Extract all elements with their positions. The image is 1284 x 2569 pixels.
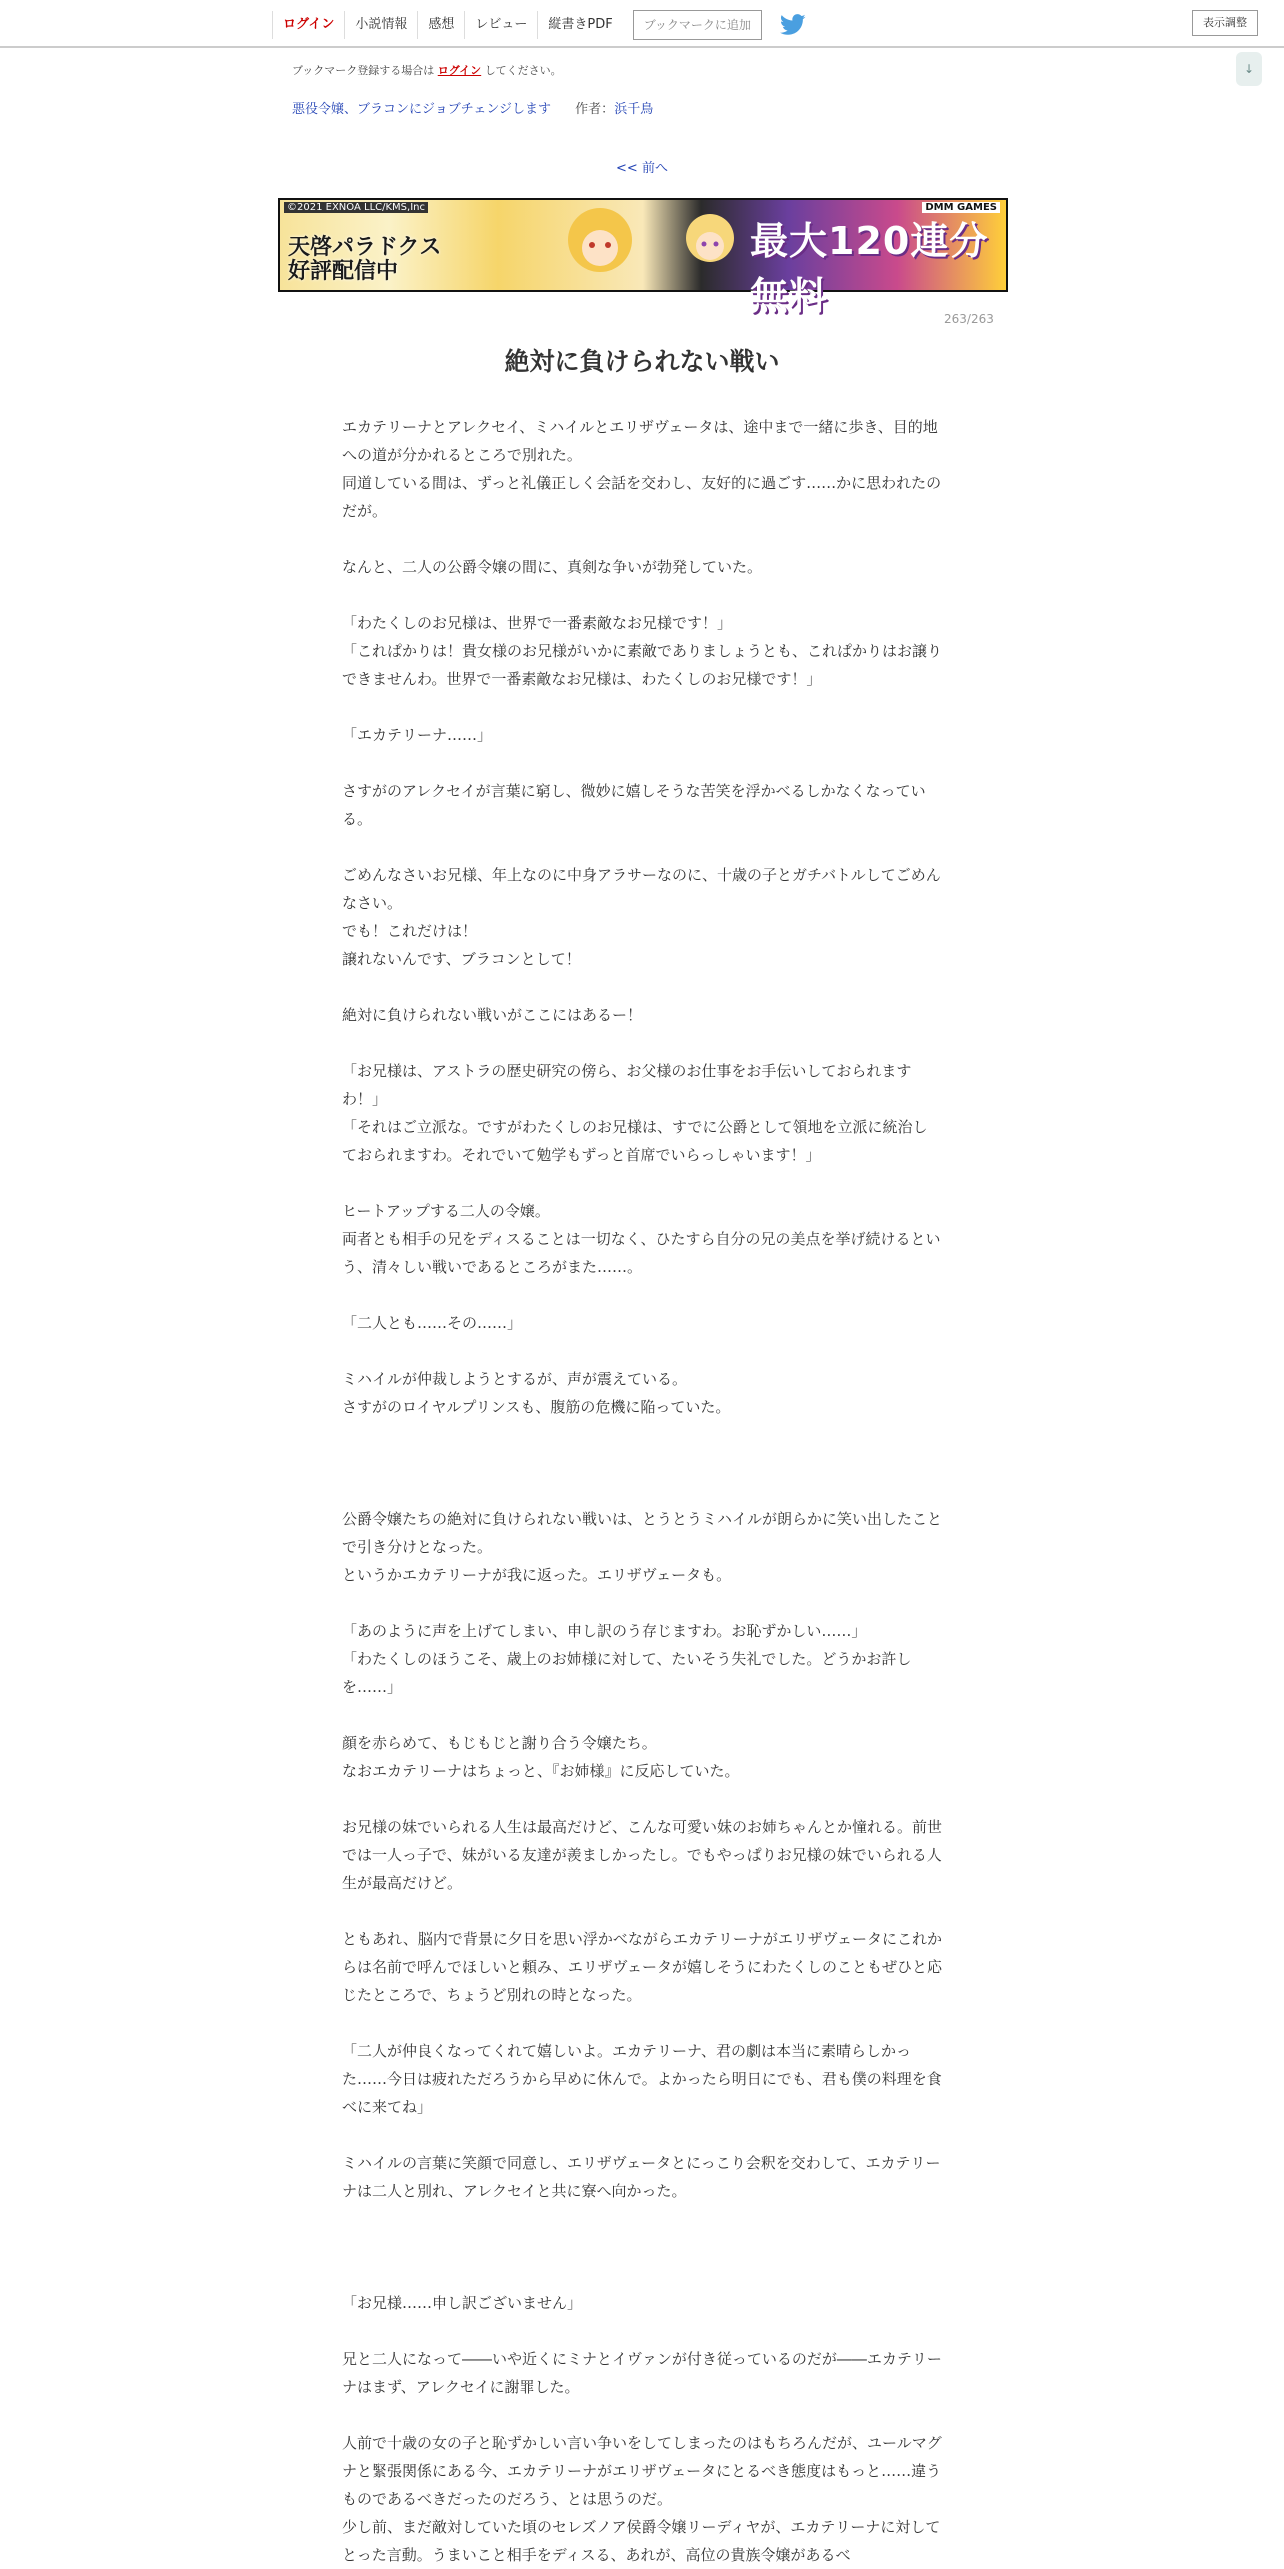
body-paragraph: 「エカテリーナ……」 xyxy=(342,726,493,744)
body-paragraph: というかエカテリーナが我に返った。エリザヴェータも。 xyxy=(342,1566,732,1584)
banner-copyright: ©2021 EXNOA LLC/KMS,Inc xyxy=(284,202,428,213)
twitter-bird-icon[interactable] xyxy=(780,14,806,36)
banner-game-title: 天啓パラドクス xyxy=(288,235,442,260)
body-paragraph: 人前で十歳の女の子と恥ずかしい言い争いをしてしまったのはもちろんだが、ユールマグナと緊張関係にある今、エカテリーナがエリザヴェータにとるべき態度はもっと……違うものであるべきだったのだろう、とは思うのだ。 xyxy=(342,2434,942,2508)
scroll-down-button[interactable]: ↓ xyxy=(1236,52,1262,86)
body-paragraph: 「わたくしのほうこそ、歳上のお姉様に対して、たいそう失礼でした。どうかお許しを……」 xyxy=(342,1650,912,1696)
body-paragraph: エカテリーナとアレクセイ、ミハイルとエリザヴェータは、途中まで一緒に歩き、目的地への道が分かれるところで別れた。 xyxy=(342,418,938,464)
body-paragraph: 「お兄様は、アストラの歴史研究の傍ら、お父様のお仕事をお手伝いしておられますわ！」 xyxy=(342,1062,912,1108)
chapter-body xyxy=(342,413,942,2569)
body-paragraph xyxy=(342,1785,942,1813)
body-paragraph: 「わたくしのお兄様は、世界で一番素敵なお兄様です！」 xyxy=(342,614,733,632)
body-paragraph: 兄と二人になって――いや近くにミナとイヴァンが付き従っているのだが――エカテリーナはまず、アレクセイに謝罪した。 xyxy=(342,2350,942,2396)
body-paragraph: ヒートアップする二人の令嬢。 xyxy=(342,1202,550,1220)
body-paragraph: なおエカテリーナはちょっと、『お姉様』に反応していた。 xyxy=(342,1762,740,1780)
notice-login-link[interactable]: ログイン xyxy=(437,64,482,77)
body-paragraph xyxy=(342,2121,942,2149)
main-nav xyxy=(272,10,806,40)
bookmark-add-button[interactable]: ブックマークに追加 xyxy=(633,10,762,40)
banner-promo-text: 最大120連分無料 xyxy=(750,219,989,318)
body-paragraph: でも！これだけは！ xyxy=(342,922,478,940)
series-title-link[interactable]: 悪役令嬢、ブラコンにジョブチェンジします xyxy=(292,102,552,117)
body-paragraph xyxy=(342,2009,942,2037)
ad-banner[interactable] xyxy=(278,198,1008,318)
body-paragraph xyxy=(342,2233,942,2261)
body-paragraph xyxy=(342,581,942,609)
body-paragraph: 顔を赤らめて、もじもじと謝り合う令嬢たち。 xyxy=(342,1734,657,1752)
author-link[interactable]: 浜千鳥 xyxy=(614,102,654,117)
body-paragraph xyxy=(342,749,942,777)
nav-impressions[interactable]: 感想 xyxy=(417,11,464,39)
author-label: 作者： xyxy=(575,102,615,117)
notice-prefix: ブックマーク登録する場合は xyxy=(292,64,435,77)
top-navigation-bar xyxy=(0,0,1284,48)
body-paragraph: 「それはご立派な。ですがわたくしのお兄様は、すでに公爵として領地を立派に統治しておられますわ。それでいて勉学もずっと首席でいらっしゃいます！」 xyxy=(342,1118,928,1164)
chapter-title: 絶対に負けられない戦い xyxy=(504,347,780,376)
body-paragraph: なんと、二人の公爵令嬢の間に、真剣な争いが勃発していた。 xyxy=(342,558,763,576)
body-paragraph xyxy=(342,1449,942,1477)
prev-page-link[interactable]: << 前へ xyxy=(616,161,668,176)
body-paragraph: 「これぱかりは！貴女様のお兄様がいかに素敵でありましょうとも、これぱかりはお譲りできませんわ。世界で一番素敵なお兄様は、わたくしのお兄様です！」 xyxy=(342,642,943,688)
body-paragraph: 同道している間は、ずっと礼儀正しく会話を交わし、友好的に過ごす……かに思われたのだが。 xyxy=(342,474,942,520)
page-counter: 263/263 xyxy=(944,312,994,326)
body-paragraph xyxy=(342,1897,942,1925)
body-paragraph: ごめんなさいお兄様、年上なのに中身アラサーなのに、十歳の子とガチバトルしてごめんなさい。 xyxy=(342,866,941,912)
body-paragraph: 両者とも相手の兄をディスることは一切なく、ひたすら自分の兄の美点を挙げ続けるという、清々しい戦いであるところがまた……。 xyxy=(342,1230,941,1276)
body-paragraph xyxy=(342,1589,942,1617)
body-paragraph xyxy=(342,2205,942,2233)
body-paragraph: 「あのように声を上げてしまい、申し訳のう存じますわ。お恥ずかしい……」 xyxy=(342,1622,867,1640)
body-paragraph: 絶対に負けられない戦いがここにはあるー！ xyxy=(342,1006,643,1024)
body-paragraph xyxy=(342,2401,942,2429)
series-info xyxy=(292,98,653,117)
notice-suffix: してください。 xyxy=(484,64,562,77)
body-paragraph: 少し前、まだ敵対していた頃のセレズノア侯爵令嬢リーディヤが、エカテリーナに対してとった言動。うまいこと相手をディスる、あれが、高位の貴族令嬢があるべ xyxy=(342,2518,941,2564)
body-paragraph xyxy=(342,1281,942,1309)
banner-subtitle: 好評配信中 xyxy=(288,259,399,284)
body-paragraph xyxy=(342,2317,942,2345)
body-paragraph xyxy=(342,1337,942,1365)
body-paragraph xyxy=(342,1421,942,1449)
bookmark-login-notice xyxy=(292,62,562,78)
body-paragraph: 公爵令嬢たちの絶対に負けられない戦いは、とうとうミハイルが朗らかに笑い出したことで引き分けとなった。 xyxy=(342,1510,943,1556)
body-paragraph xyxy=(342,1477,942,1505)
body-paragraph xyxy=(342,973,942,1001)
body-paragraph: 「二人とも……その……」 xyxy=(342,1314,523,1332)
body-paragraph: さすがのロイヤルプリンスも、腹筋の危機に陥っていた。 xyxy=(342,1398,731,1416)
nav-review[interactable]: レビュー xyxy=(464,11,537,39)
body-paragraph: ミハイルの言葉に笑顔で同意し、エリザヴェータとにっこり会釈を交わして、エカテリーナは二人と別れ、アレクセイと共に寮へ向かった。 xyxy=(342,2154,941,2200)
body-paragraph: ミハイルが仲裁しようとするが、声が震えている。 xyxy=(342,1370,688,1388)
body-paragraph xyxy=(342,693,942,721)
nav-vertical-pdf[interactable]: 縦書きPDF xyxy=(537,11,622,39)
body-paragraph xyxy=(342,2261,942,2289)
body-paragraph xyxy=(342,833,942,861)
body-paragraph: お兄様の妹でいられる人生は最高だけど、こんな可愛い妹のお姉ちゃんとか憧れる。前世では一人っ子で、妹がいる友達が羨ましかったし。でもやっぱりお兄様の妹でいられる人生が最高だけど。 xyxy=(342,1818,943,1892)
banner-left-text xyxy=(288,236,441,284)
display-adjust-button[interactable]: 表示調整 xyxy=(1192,10,1258,36)
body-paragraph xyxy=(342,1029,942,1057)
body-paragraph xyxy=(342,1169,942,1197)
body-paragraph xyxy=(342,1701,942,1729)
body-paragraph: 譲れないんです、ブラコンとして！ xyxy=(342,950,581,968)
nav-login[interactable]: ログイン xyxy=(272,11,344,39)
banner-brand: DMM GAMES xyxy=(922,202,1000,213)
body-paragraph: さすがのアレクセイが言葉に窮し、微妙に嬉しそうな苦笑を浮かべるしかなくなっている。 xyxy=(342,782,926,828)
nav-novel-info[interactable]: 小説情報 xyxy=(344,11,417,39)
body-paragraph xyxy=(342,525,942,553)
body-paragraph: 「お兄様……申し訳ございません」 xyxy=(342,2294,583,2312)
body-paragraph: 「二人が仲良くなってくれて嬉しいよ。エカテリーナ、君の劇は本当に素晴らしかった……今日は疲れただろうから早めに休んで。よかったら明日にでも、君も僕の料理を食べに来てね」 xyxy=(342,2042,942,2116)
body-paragraph: ともあれ、脳内で背景に夕日を思い浮かべながらエカテリーナがエリザヴェータにこれからは名前で呼んでほしいと頼み、エリザヴェータが嬉しそうにわたくしのこともぜひと応じたところで、ちょうど別れの時となった。 xyxy=(342,1930,943,2004)
